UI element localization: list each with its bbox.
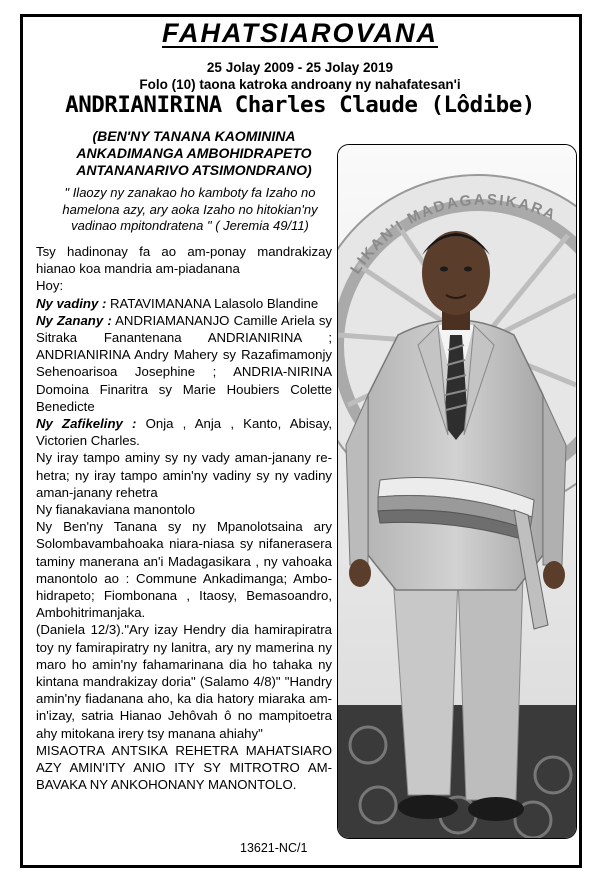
thanks-text: MISAOTRA ANTSIKA REHETRA MAHATSIARO AZY AMIN'ITY ANIO ITY SY MITROTRO AM-BAVAKA NY ANKOHONANY MANONTOLO. [36, 742, 332, 793]
children-paragraph [36, 312, 332, 415]
reference-number: 13621-NC/1 [240, 841, 308, 855]
grandchildren-label: Ny Zafikeliny : [36, 416, 137, 432]
grandchildren-paragraph [36, 415, 332, 449]
portrait-illustration [338, 145, 576, 838]
announcement-body [36, 243, 332, 794]
wife-label: Ny vadiny : [36, 295, 107, 311]
bible-quote: " Ilaozy ny zanakao ho kamboty fa Izaho no hamelona azy, ary aoka Izaho no hitokian'ny vadinao mpitondratena " ( Jeremia 49/11) [62, 185, 318, 233]
deceased-name: ANDRIANIRINA Charles Claude (Lôdibe) [65, 92, 535, 118]
anniversary-line: Folo (10) taona katroka androany ny nahafatesan'i [139, 77, 461, 92]
intro-text: Tsy hadinonay fa ao am-ponay mandrakizay hianao koa mandria am-piadanana [36, 244, 332, 277]
portrait-photo [337, 144, 577, 839]
wife-name: RATAVIMANANA Lalasolo Blandine [106, 295, 319, 311]
hoy-label: Hoy: [36, 278, 64, 294]
organization-line: ANTANANARIVO ATSIMONDRANO) [76, 162, 312, 178]
grandchildren-names: Onja , Anja , Kanto, Abisay, Victorien Charles. [36, 416, 332, 449]
emblem-text: LIKAN'I MADAGASIKARA [347, 191, 560, 278]
organization-line: (BEN'NY TANANA KAOMININA [92, 128, 296, 144]
organization-title [44, 128, 344, 179]
officials-text: Ny Ben'ny Tanana sy ny Mpanolotsaina ary Solombavambahoaka niara-niasa sy nifanerasera taminy manerana an'i Madagasikara , ny vahoaka manontolo ao : Commune Ankadimanga; Ambo-hidrapeto; Fiombonana , Itaosy, Bemasoandro, Ambohitrimanjaka. [36, 519, 332, 621]
siblings-text: Ny iray tampo aminy sy ny vady aman-janany re-hetra; ny iray tampo amin'ny vadiny sy ny vadiny aman-janany rehetra [36, 450, 332, 500]
organization-line: ANKADIMANGA AMBOHIDRAPETO [76, 145, 312, 161]
children-names: ANDRIAMANANJO Camille Ariela sy Sitraka Fanantenana ANDRIANIRINA ; ANDRIANIRINA Andry Mahery sy Razafimamonjy Sehenoarisoa Josephine ; ANDRIA-NIRINA Domoina Finaritra sy Marie Houbiers Colette Benedicte [36, 312, 333, 414]
wife-paragraph [36, 295, 332, 312]
page-title: FAHATSIAROVANA [162, 18, 438, 48]
relatives-text: Ny fianakaviana manontolo [36, 502, 196, 518]
scripture-text: (Daniela 12/3)."Ary izay Hendry dia hamirapiratra toy ny famirapiratry ny lanitra, ary ny mamerina ny maro ho amin'ny fahamarinana dia ho tahaka ny kintana mandrakizay doria" (Salamo 4/8)" "Handry amin'ny fiadanana aho, ka dia hatory miaraka am-in'izay, satria Hianao Jehôvah ô no mampitoetra ahy mitokana irery tsy manana ahiahy" [36, 622, 332, 741]
memorial-dates: 25 Jolay 2009 - 25 Jolay 2019 [206, 60, 394, 75]
children-label: Ny Zanany : [36, 312, 112, 328]
